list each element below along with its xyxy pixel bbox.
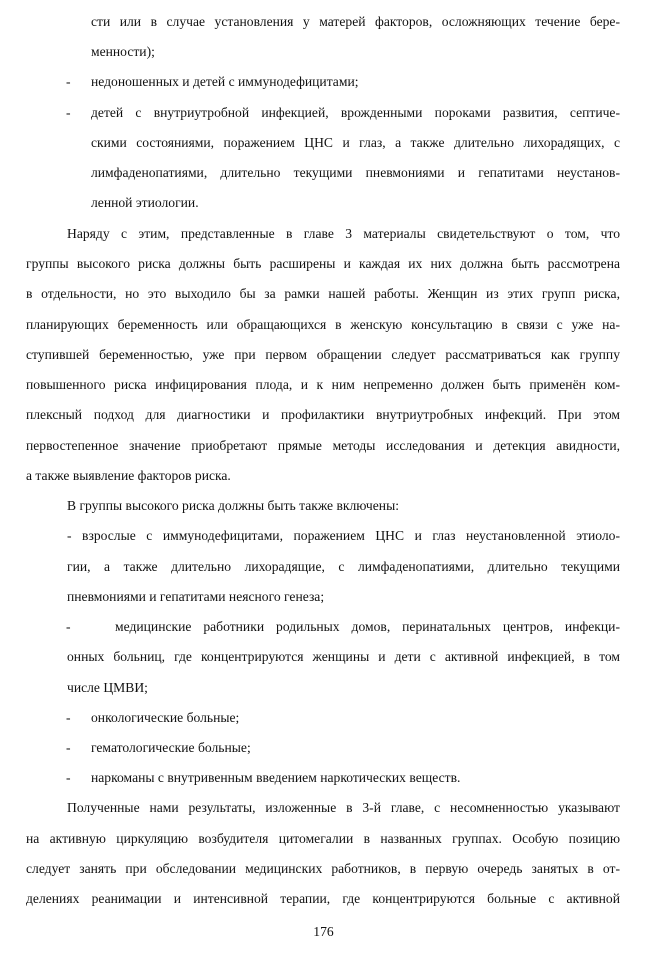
list-item: медицинские работники родильных домов, перинатальных центров, инфекци-	[115, 619, 620, 634]
paragraph-line: плексный подход для диагностики и профилактики внутриутробных инфекций. При этом	[26, 407, 620, 422]
text-line: лимфаденопатиями, длительно текущими пневмониями и гепатитами неустанов-	[91, 165, 620, 180]
text-line: ленной этиологии.	[91, 195, 199, 210]
list-marker: -	[66, 740, 71, 755]
list-item: онкологические больные;	[91, 710, 240, 725]
paragraph-line: повышенного риска инфицирования плода, и к ним непременно должен быть применён ком-	[26, 377, 620, 392]
list-marker: -	[66, 105, 71, 120]
list-item: наркоманы с внутривенным введением наркотических веществ.	[91, 770, 461, 785]
paragraph-line: в отдельности, но это выходило бы за рамки нашей работы. Женщин из этих групп риска,	[26, 286, 620, 301]
text-line: сти или в случае установления у матерей факторов, осложняющих течение бере-	[91, 14, 620, 29]
list-item: детей с внутриутробной инфекцией, врожденными пороками развития, септиче-	[91, 105, 620, 120]
paragraph-line: первостепенное значение приобретают прямые методы исследования и детекция авидности,	[26, 438, 620, 453]
paragraph-line: В группы высокого риска должны быть также включены:	[67, 498, 399, 513]
text-line: пневмониями и гепатитами неясного генеза;	[67, 589, 325, 604]
list-marker: -	[66, 770, 71, 785]
paragraph-line: Полученные нами результаты, изложенные в 3-й главе, с несомненностью указывают	[67, 800, 620, 815]
list-item: гематологические больные;	[91, 740, 251, 755]
page-number: 176	[313, 924, 334, 939]
paragraph-line: Наряду с этим, представленные в главе 3 материалы свидетельствуют о том, что	[67, 226, 620, 241]
list-marker: -	[66, 74, 71, 89]
paragraph-line: делениях реанимации и интенсивной терапии, где концентрируются больные с активной	[26, 891, 620, 906]
text-line: онных больниц, где концентрируются женщины и дети с активной инфекцией, в том	[67, 649, 620, 664]
paragraph-line: на активную циркуляцию возбудителя цитомегалии в названных группах. Особую позицию	[26, 831, 620, 846]
paragraph-line: группы высокого риска должны быть расширены и каждая их них должна быть рассмотрена	[26, 256, 620, 271]
list-item: недоношенных и детей с иммунодефицитами;	[91, 74, 359, 89]
text-line: скими состояниями, поражением ЦНС и глаз, а также длительно лихорадящих, с	[91, 135, 620, 150]
list-item: - взрослые с иммунодефицитами, поражением ЦНС и глаз неустановленной этиоло-	[67, 528, 620, 543]
paragraph-line: следует занять при обследовании медицинских работников, в первую очередь занятых в от-	[26, 861, 620, 876]
text-line: числе ЦМВИ;	[67, 680, 148, 695]
list-marker: -	[66, 710, 71, 725]
paragraph-line: а также выявление факторов риска.	[26, 468, 231, 483]
paragraph-line: ступившей беременностью, уже при первом обращении следует рассматриваться как группу	[26, 347, 620, 362]
text-line: гии, а также длительно лихорадящие, с лимфаденопатиями, длительно текущими	[67, 559, 620, 574]
list-marker: -	[66, 619, 71, 634]
text-line: менности);	[91, 44, 155, 59]
paragraph-line: планирующих беременность или обращающихся в женскую консультацию в связи с уже на-	[26, 317, 620, 332]
